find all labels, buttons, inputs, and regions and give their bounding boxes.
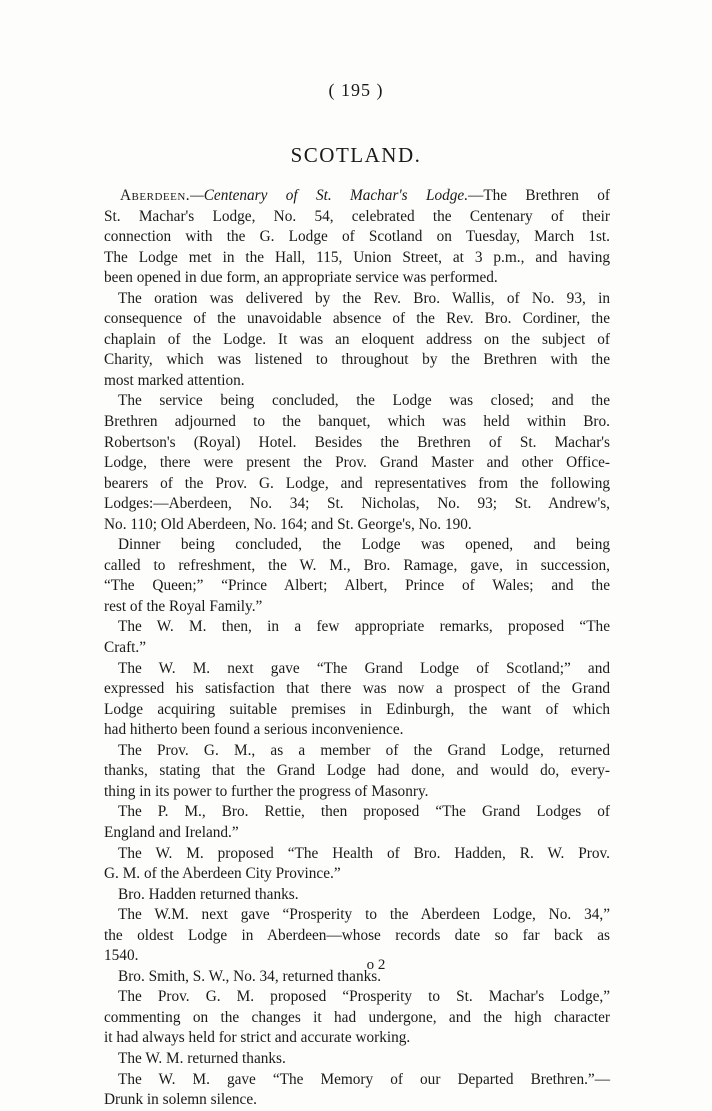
line-text: Lodges:—Aberdeen, No. 34; St. Nicholas, No. 93; St. Andrew's, bbox=[104, 495, 610, 513]
line-text: chaplain of the Lodge. It was an eloquent address on the subject of bbox=[104, 330, 610, 348]
text-line bbox=[104, 638, 610, 659]
line-text: had hitherto been found a serious inconvenience. bbox=[104, 721, 404, 739]
article-subtitle: —Centenary of St. Machar's Lodge. bbox=[190, 187, 469, 204]
line-text: Lodge acquiring suitable premises in Edinburgh, the want of which bbox=[104, 700, 610, 718]
text-line bbox=[104, 1049, 610, 1070]
line-text: The W. M. gave “The Memory of our Departed Brethren.”— bbox=[118, 1070, 610, 1088]
text-line bbox=[104, 289, 610, 310]
text-line bbox=[104, 576, 610, 597]
line-text: Brethren adjourned to the banquet, which was held within Bro. bbox=[104, 413, 610, 431]
text-line bbox=[104, 844, 610, 865]
text-line bbox=[104, 309, 610, 330]
line-text: The W. M. proposed “The Health of Bro. Hadden, R. W. Prov. bbox=[118, 844, 610, 862]
line-text: thanks, stating that the Grand Lodge had done, and would do, every- bbox=[104, 762, 610, 780]
text-line bbox=[104, 494, 610, 515]
line-text: Bro. Smith, S. W., No. 34, returned thanks. bbox=[118, 967, 382, 985]
text-line bbox=[104, 433, 610, 454]
line-text: No. 110; Old Aberdeen, No. 164; and St. George's, No. 190. bbox=[104, 515, 472, 533]
text-line bbox=[104, 1028, 610, 1049]
text-line bbox=[104, 617, 610, 638]
text-line bbox=[104, 207, 610, 228]
text-line bbox=[104, 741, 610, 762]
line-text: G. M. of the Aberdeen City Province.” bbox=[104, 865, 341, 883]
text-line bbox=[104, 823, 610, 844]
text-line bbox=[104, 248, 610, 269]
text-line bbox=[104, 802, 610, 823]
line-text: bearers of the Prov. G. Lodge, and representatives from the following bbox=[104, 474, 610, 492]
line-text: most marked attention. bbox=[104, 371, 245, 389]
line-text: The W. M. next gave “The Grand Lodge of Scotland;” and bbox=[118, 659, 610, 677]
line-text: 1540. bbox=[104, 947, 139, 965]
text-line bbox=[104, 474, 610, 495]
line-text: The Prov. G. M. proposed “Prosperity to St. Machar's Lodge,” bbox=[118, 988, 610, 1006]
line-text: The service being concluded, the Lodge was closed; and the bbox=[118, 392, 610, 410]
line-text: expressed his satisfaction that there was now a prospect of the Grand bbox=[104, 680, 610, 698]
line-text: called to refreshment, the W. M., Bro. Ramage, gave, in succession, bbox=[104, 556, 610, 574]
line-text: Drunk in solemn silence. bbox=[104, 1091, 257, 1109]
text-line bbox=[104, 679, 610, 700]
line-text: consequence of the unavoidable absence of the Rev. Bro. Cordiner, the bbox=[104, 310, 610, 328]
text-line bbox=[104, 350, 610, 371]
place-name: Aberdeen. bbox=[120, 187, 191, 204]
line-text: it had always held for strict and accurate working. bbox=[104, 1029, 411, 1047]
line-text: thing in its power to further the progress of Masonry. bbox=[104, 782, 429, 800]
line-text: England and Ireland.” bbox=[104, 823, 239, 841]
line-text: The P. M., Bro. Rettie, then proposed “The Grand Lodges of bbox=[118, 803, 610, 821]
line-text: rest of the Royal Family.” bbox=[104, 597, 263, 615]
line-text: Lodge, there were present the Prov. Grand Master and other Office- bbox=[104, 454, 610, 472]
line-text: Robertson's (Royal) Hotel. Besides the Brethren of St. Machar's bbox=[104, 433, 610, 451]
line-text: commenting on the changes it had undergone, and the high character bbox=[104, 1008, 610, 1026]
text-line bbox=[104, 556, 610, 577]
line-text: St. Machar's Lodge, No. 54, celebrated the Centenary of their bbox=[104, 207, 610, 225]
text-line bbox=[104, 597, 610, 618]
text-line bbox=[104, 453, 610, 474]
text-line bbox=[104, 885, 610, 906]
signature-mark: o 2 bbox=[366, 957, 386, 973]
text-line bbox=[104, 227, 610, 248]
line-text: The W.M. next gave “Prosperity to the Aberdeen Lodge, No. 34,” bbox=[118, 906, 610, 924]
line-text: The Prov. G. M., as a member of the Grand Lodge, returned bbox=[118, 741, 610, 759]
line-text: The Lodge met in the Hall, 115, Union Street, at 3 p.m., and having bbox=[104, 248, 610, 266]
text-line bbox=[104, 782, 610, 803]
line-text: Charity, which was listened to throughout by the Brethren with the bbox=[104, 351, 610, 369]
line-text: Craft.” bbox=[104, 639, 147, 657]
section-heading: SCOTLAND. bbox=[290, 143, 422, 167]
text-line bbox=[104, 864, 610, 885]
text-line bbox=[104, 1090, 610, 1111]
line-text: “The Queen;” “Prince Albert; Albert, Prince of Wales; and the bbox=[104, 577, 610, 595]
text-line bbox=[104, 515, 610, 536]
text-line bbox=[104, 412, 610, 433]
text-line bbox=[104, 1070, 610, 1091]
text-line bbox=[104, 330, 610, 351]
line-text: the oldest Lodge in Aberdeen—whose records date so far back as bbox=[104, 926, 610, 944]
text-line bbox=[104, 987, 610, 1008]
line-text: —The Brethren of bbox=[468, 187, 610, 204]
text-line bbox=[104, 905, 610, 926]
line-text: The W. M. returned thanks. bbox=[118, 1049, 286, 1067]
text-line bbox=[104, 659, 610, 680]
line-text: connection with the G. Lodge of Scotland on Tuesday, March 1st. bbox=[104, 228, 610, 246]
text-line bbox=[104, 535, 610, 556]
text-line bbox=[104, 391, 610, 412]
line-text: The oration was delivered by the Rev. Bro. Wallis, of No. 93, in bbox=[118, 289, 610, 307]
text-line bbox=[104, 720, 610, 741]
line-text: Dinner being concluded, the Lodge was opened, and being bbox=[118, 536, 610, 554]
line-text: Bro. Hadden returned thanks. bbox=[118, 885, 299, 903]
text-line bbox=[104, 926, 610, 947]
text-line bbox=[104, 268, 610, 289]
text-line bbox=[104, 186, 610, 207]
text-line bbox=[104, 761, 610, 782]
line-text: The W. M. then, in a few appropriate remarks, proposed “The bbox=[118, 618, 610, 636]
text-line bbox=[104, 1008, 610, 1029]
line-text: been opened in due form, an appropriate service was performed. bbox=[104, 269, 498, 287]
page-number: ( 195 ) bbox=[328, 80, 384, 100]
text-line bbox=[104, 700, 610, 721]
text-line bbox=[104, 371, 610, 392]
